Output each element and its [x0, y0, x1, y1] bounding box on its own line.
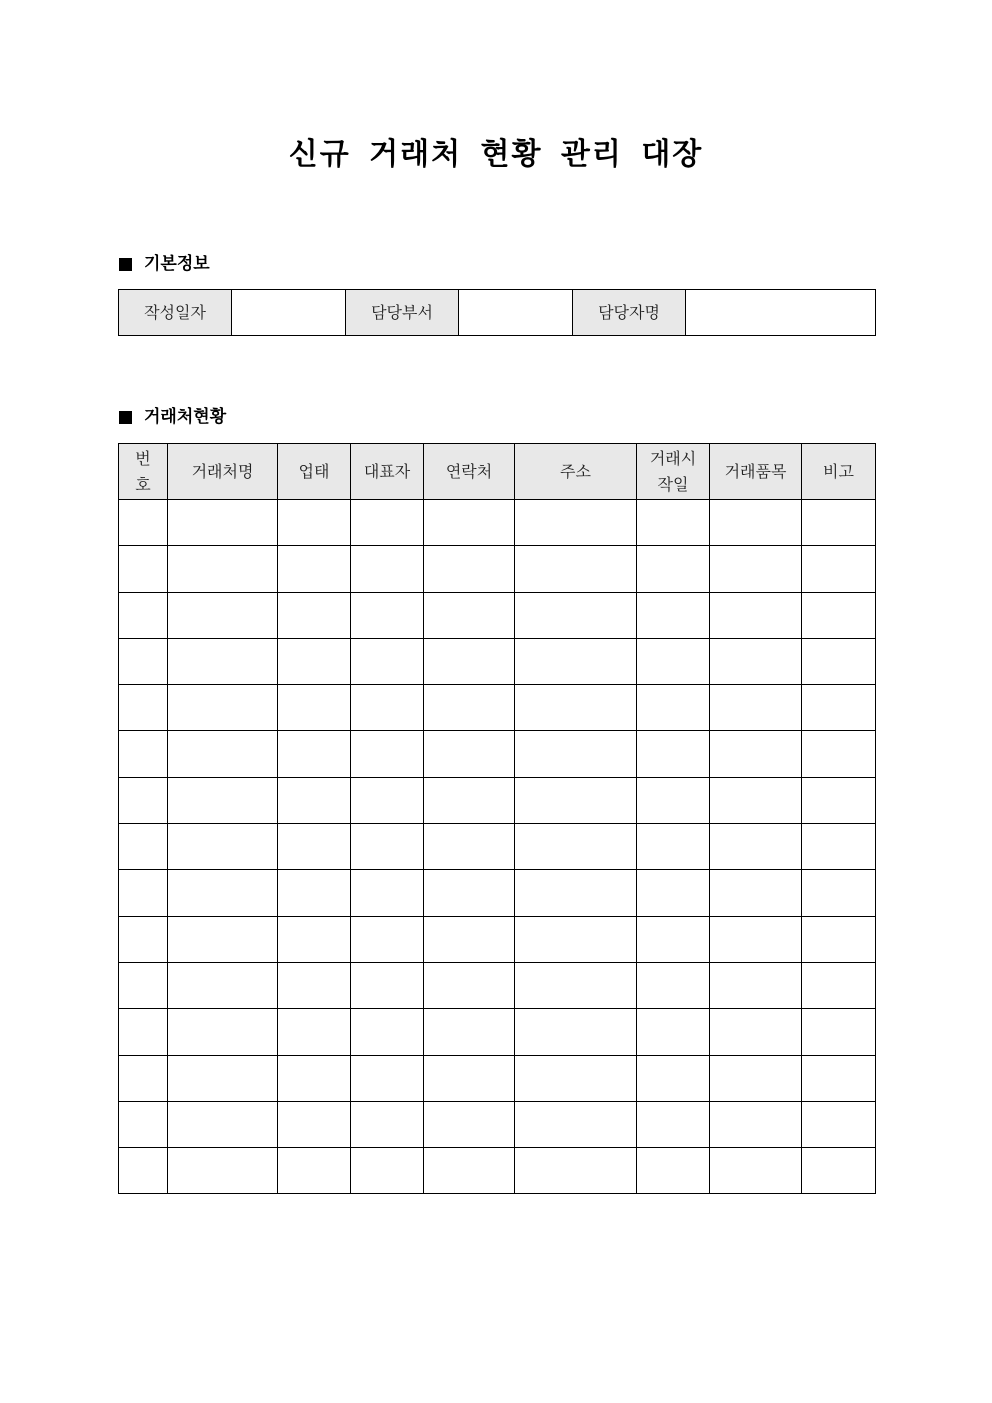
cell-address[interactable] [515, 731, 637, 777]
column-header-address: 주소 [515, 444, 637, 500]
cell-address[interactable] [515, 916, 637, 962]
cell-items[interactable] [710, 592, 802, 638]
table-row [119, 962, 876, 1008]
cell-number[interactable] [119, 638, 168, 684]
cell-address[interactable] [515, 685, 637, 731]
cell-remarks[interactable] [802, 500, 876, 546]
table-row [119, 1055, 876, 1101]
cell-contact[interactable] [424, 546, 515, 592]
cell-remarks[interactable] [802, 824, 876, 870]
cell-contact[interactable] [424, 824, 515, 870]
cell-address[interactable] [515, 870, 637, 916]
cell-start-date[interactable] [637, 1101, 710, 1147]
cell-business-type[interactable] [278, 962, 351, 1008]
column-header-items: 거래품목 [710, 444, 802, 500]
cell-number[interactable] [119, 1055, 168, 1101]
cell-items[interactable] [710, 500, 802, 546]
cell-contact[interactable] [424, 685, 515, 731]
cell-address[interactable] [515, 1101, 637, 1147]
section-heading-basic-info [119, 252, 210, 276]
table-row [119, 546, 876, 592]
cell-number[interactable] [119, 546, 168, 592]
cell-vendor-name[interactable] [168, 1101, 278, 1147]
table-row [119, 500, 876, 546]
cell-remarks[interactable] [802, 1148, 876, 1194]
cell-vendor-name[interactable] [168, 1148, 278, 1194]
cell-contact[interactable] [424, 731, 515, 777]
cell-start-date[interactable] [637, 1148, 710, 1194]
cell-representative[interactable] [351, 1055, 424, 1101]
cell-address[interactable] [515, 592, 637, 638]
table-row [119, 1101, 876, 1147]
cell-contact[interactable] [424, 592, 515, 638]
cell-contact[interactable] [424, 777, 515, 823]
cell-business-type[interactable] [278, 1055, 351, 1101]
cell-representative[interactable] [351, 870, 424, 916]
cell-start-date[interactable] [637, 1009, 710, 1055]
cell-business-type[interactable] [278, 1009, 351, 1055]
cell-start-date[interactable] [637, 731, 710, 777]
cell-business-type[interactable] [278, 916, 351, 962]
cell-items[interactable] [710, 1055, 802, 1101]
cell-items[interactable] [710, 685, 802, 731]
cell-remarks[interactable] [802, 777, 876, 823]
cell-address[interactable] [515, 546, 637, 592]
field-value-manager[interactable] [686, 290, 876, 336]
cell-remarks[interactable] [802, 916, 876, 962]
cell-start-date[interactable] [637, 546, 710, 592]
cell-number[interactable] [119, 1009, 168, 1055]
cell-remarks[interactable] [802, 962, 876, 1008]
cell-business-type[interactable] [278, 1148, 351, 1194]
square-bullet-icon [119, 411, 132, 424]
table-row [119, 685, 876, 731]
cell-remarks[interactable] [802, 731, 876, 777]
field-label-manager: 담당자명 [573, 290, 686, 336]
cell-vendor-name[interactable] [168, 870, 278, 916]
cell-items[interactable] [710, 916, 802, 962]
cell-vendor-name[interactable] [168, 546, 278, 592]
cell-items[interactable] [710, 824, 802, 870]
cell-vendor-name[interactable] [168, 1009, 278, 1055]
cell-vendor-name[interactable] [168, 1055, 278, 1101]
cell-vendor-name[interactable] [168, 777, 278, 823]
cell-number[interactable] [119, 1101, 168, 1147]
cell-representative[interactable] [351, 731, 424, 777]
column-header-number: 번 호 [119, 444, 168, 500]
cell-start-date[interactable] [637, 500, 710, 546]
cell-representative[interactable] [351, 777, 424, 823]
cell-vendor-name[interactable] [168, 731, 278, 777]
cell-vendor-name[interactable] [168, 824, 278, 870]
cell-representative[interactable] [351, 1148, 424, 1194]
cell-contact[interactable] [424, 916, 515, 962]
cell-representative[interactable] [351, 546, 424, 592]
cell-business-type[interactable] [278, 731, 351, 777]
cell-vendor-name[interactable] [168, 685, 278, 731]
field-value-date[interactable] [232, 290, 346, 336]
cell-representative[interactable] [351, 824, 424, 870]
cell-vendor-name[interactable] [168, 962, 278, 1008]
cell-items[interactable] [710, 546, 802, 592]
cell-business-type[interactable] [278, 870, 351, 916]
cell-address[interactable] [515, 962, 637, 1008]
cell-start-date[interactable] [637, 962, 710, 1008]
cell-items[interactable] [710, 1009, 802, 1055]
section-heading-label: 거래처현황 [144, 407, 227, 427]
cell-items[interactable] [710, 638, 802, 684]
cell-items[interactable] [710, 1148, 802, 1194]
cell-items[interactable] [710, 1101, 802, 1147]
cell-start-date[interactable] [637, 685, 710, 731]
cell-start-date[interactable] [637, 638, 710, 684]
cell-business-type[interactable] [278, 592, 351, 638]
table-row [119, 638, 876, 684]
cell-remarks[interactable] [802, 1009, 876, 1055]
cell-representative[interactable] [351, 592, 424, 638]
cell-vendor-name[interactable] [168, 592, 278, 638]
cell-start-date[interactable] [637, 916, 710, 962]
column-header-remarks: 비고 [802, 444, 876, 500]
square-bullet-icon [119, 258, 132, 271]
table-row [119, 1148, 876, 1194]
cell-number[interactable] [119, 1148, 168, 1194]
cell-remarks[interactable] [802, 1101, 876, 1147]
table-row [119, 824, 876, 870]
column-header-business-type: 업태 [278, 444, 351, 500]
cell-contact[interactable] [424, 638, 515, 684]
cell-vendor-name[interactable] [168, 500, 278, 546]
cell-representative[interactable] [351, 916, 424, 962]
cell-number[interactable] [119, 962, 168, 1008]
field-label-date: 작성일자 [119, 290, 232, 336]
section-heading-vendors [119, 405, 226, 429]
table-row [119, 916, 876, 962]
page-title: 신규 거래처 현황 관리 대장 [288, 137, 704, 172]
column-header-start-date: 거래시 작일 [637, 444, 710, 500]
cell-remarks[interactable] [802, 870, 876, 916]
vendor-table [118, 443, 876, 1194]
cell-representative[interactable] [351, 685, 424, 731]
cell-representative[interactable] [351, 500, 424, 546]
cell-items[interactable] [710, 731, 802, 777]
cell-start-date[interactable] [637, 1055, 710, 1101]
cell-start-date[interactable] [637, 824, 710, 870]
cell-items[interactable] [710, 777, 802, 823]
cell-number[interactable] [119, 777, 168, 823]
cell-number[interactable] [119, 500, 168, 546]
cell-address[interactable] [515, 638, 637, 684]
cell-address[interactable] [515, 1009, 637, 1055]
cell-contact[interactable] [424, 1148, 515, 1194]
cell-representative[interactable] [351, 1101, 424, 1147]
cell-vendor-name[interactable] [168, 638, 278, 684]
cell-start-date[interactable] [637, 777, 710, 823]
cell-address[interactable] [515, 1148, 637, 1194]
cell-representative[interactable] [351, 962, 424, 1008]
cell-items[interactable] [710, 962, 802, 1008]
cell-remarks[interactable] [802, 546, 876, 592]
section-heading-label: 기본정보 [144, 254, 210, 274]
cell-contact[interactable] [424, 870, 515, 916]
cell-address[interactable] [515, 500, 637, 546]
cell-remarks[interactable] [802, 638, 876, 684]
cell-contact[interactable] [424, 500, 515, 546]
cell-remarks[interactable] [802, 685, 876, 731]
column-header-contact: 연락처 [424, 444, 515, 500]
cell-number[interactable] [119, 592, 168, 638]
cell-contact[interactable] [424, 1055, 515, 1101]
cell-number[interactable] [119, 685, 168, 731]
cell-representative[interactable] [351, 1009, 424, 1055]
column-header-representative: 대표자 [351, 444, 424, 500]
column-header-vendor-name: 거래처명 [168, 444, 278, 500]
cell-vendor-name[interactable] [168, 916, 278, 962]
cell-contact[interactable] [424, 962, 515, 1008]
cell-number[interactable] [119, 824, 168, 870]
cell-business-type[interactable] [278, 500, 351, 546]
cell-business-type[interactable] [278, 685, 351, 731]
cell-address[interactable] [515, 777, 637, 823]
cell-business-type[interactable] [278, 777, 351, 823]
cell-number[interactable] [119, 870, 168, 916]
table-row [119, 1009, 876, 1055]
table-row [119, 592, 876, 638]
cell-business-type[interactable] [278, 638, 351, 684]
table-row [119, 777, 876, 823]
cell-number[interactable] [119, 731, 168, 777]
cell-representative[interactable] [351, 638, 424, 684]
cell-start-date[interactable] [637, 870, 710, 916]
field-label-department: 담당부서 [346, 290, 459, 336]
cell-contact[interactable] [424, 1101, 515, 1147]
cell-number[interactable] [119, 916, 168, 962]
cell-items[interactable] [710, 870, 802, 916]
table-row [119, 870, 876, 916]
basic-info-table [118, 289, 876, 336]
table-header-row [119, 444, 876, 500]
cell-business-type[interactable] [278, 546, 351, 592]
cell-remarks[interactable] [802, 1055, 876, 1101]
cell-remarks[interactable] [802, 592, 876, 638]
field-value-department[interactable] [459, 290, 573, 336]
cell-start-date[interactable] [637, 592, 710, 638]
cell-contact[interactable] [424, 1009, 515, 1055]
table-row [119, 731, 876, 777]
cell-address[interactable] [515, 1055, 637, 1101]
cell-business-type[interactable] [278, 1101, 351, 1147]
cell-business-type[interactable] [278, 824, 351, 870]
cell-address[interactable] [515, 824, 637, 870]
